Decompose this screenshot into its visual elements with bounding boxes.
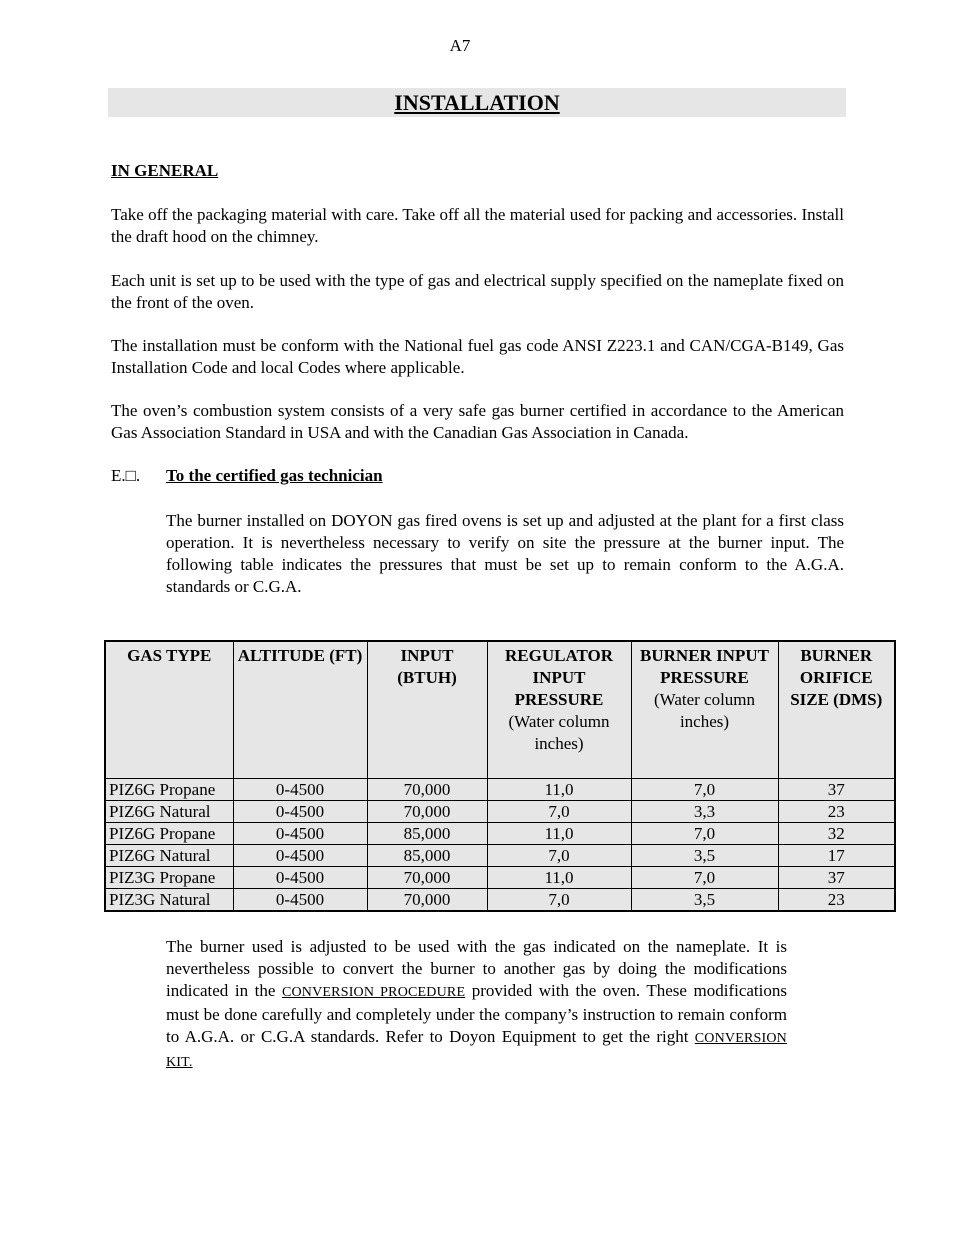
table-row: PIZ6G Natural 0-4500 70,000 7,0 3,3 23 [105,801,895,823]
table-row: PIZ3G Propane 0-4500 70,000 11,0 7,0 37 [105,867,895,889]
table-row: PIZ6G Propane 0-4500 85,000 11,0 7,0 32 [105,823,895,845]
subsection-number: E.□. [111,466,141,485]
conversion-kit-link[interactable]: CONVERSION KIT. [166,1031,787,1070]
paragraph-combustion: The oven’s combustion system consists of a very safe gas burner certified in accordance to the American Gas Association Standard in USA and with the Canadian Gas Association in Canada. [111,401,844,442]
subsection-label: To the certified gas technician [166,466,383,485]
conversion-note: The burner used is adjusted to be used with the gas indicated on the nameplate. It is nevertheless possible to convert the burner to another gas by doing the modifications indicated in the CONVERSION PROCEDURE provided with the oven. These modifications must be done carefully and completely under the company’s instruction to remain conform to A.G.A. or C.G.A standards. Refer to Doyon Equipment to get the right CONVERSION KIT. [166,937,787,1070]
header-orifice-size: BURNER ORIFICE SIZE (DMS) [778,641,895,779]
paragraph-packaging: Take off the packaging material with care. Take off all the material used for packing and accessories. Install the draft hood on the chimney. [111,205,844,246]
title-bar [108,88,846,117]
table-row: PIZ3G Natural 0-4500 70,000 7,0 3,5 23 [105,889,895,912]
table-row: PIZ6G Natural 0-4500 85,000 7,0 3,5 17 [105,845,895,867]
header-input: INPUT (BTUH) [367,641,487,779]
gas-pressure-table [104,640,896,912]
paragraph-gas-code: The installation must be conform with the National fuel gas code ANSI Z223.1 and CAN/CGA-B149, Gas Installation Code and local Codes where applicable. [111,336,844,377]
paragraph-nameplate: Each unit is set up to be used with the type of gas and electrical supply specified on the nameplate fixed on the front of the oven. [111,271,844,312]
table-row: PIZ6G Propane 0-4500 70,000 11,0 7,0 37 [105,779,895,801]
table-header-row [105,641,895,779]
page-title: INSTALLATION [394,90,560,115]
conversion-procedure-link[interactable]: CONVERSION PROCEDURE [281,985,466,1000]
subsection-heading [111,466,383,486]
header-altitude: ALTITUDE (FT) [233,641,367,779]
header-gas-type: GAS TYPE [105,641,233,779]
page-number: A7 [449,36,471,55]
header-regulator-pressure: REGULATOR INPUT PRESSURE (Water column inches) [487,641,631,779]
header-burner-pressure: BURNER INPUT PRESSURE (Water column inches) [631,641,778,779]
section-heading: IN GENERAL [111,161,219,180]
subsection-text: The burner installed on DOYON gas fired ovens is set up and adjusted at the plant for a first class operation. It is nevertheless necessary to verify on site the pressure at the burner input. The following table indicates the pressures that must be set up to remain conform to the A.G.A. standards or C.G.A. [166,511,844,596]
